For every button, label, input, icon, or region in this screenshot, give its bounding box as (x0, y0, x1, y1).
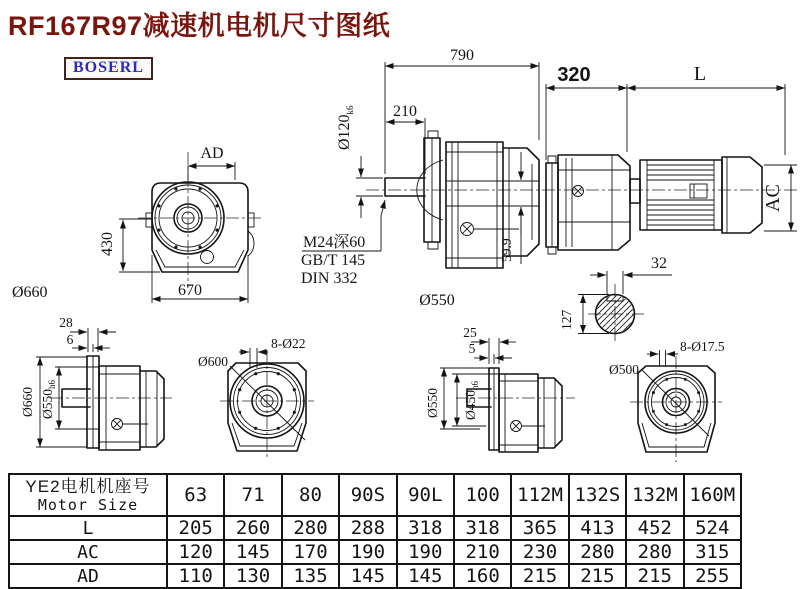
dim-8x22-label: 8-Ø22 (271, 336, 306, 351)
table-cell: 110 (167, 564, 224, 588)
dim-660-label: Ø660 (20, 387, 35, 417)
table-header-row (9, 474, 741, 516)
dim-32-label: 32 (651, 255, 667, 272)
table-cell: 280 (626, 540, 683, 564)
table-cell: 524 (684, 516, 741, 540)
table-cell: 365 (511, 516, 568, 540)
table-cell: 215 (626, 564, 683, 588)
dim-8x17-5-label: 8-Ø17.5 (680, 339, 725, 354)
dim-AC (762, 165, 797, 231)
table-row-L (9, 516, 741, 540)
table-cell: 130 (224, 564, 281, 588)
column-header: 100 (454, 474, 511, 516)
column-header: 63 (167, 474, 224, 516)
dim-25-label: 25 (463, 325, 477, 340)
table-cell: 145 (224, 540, 281, 564)
dim-450h6-label: $Ø450_{h6}$ (463, 381, 480, 420)
flange1-od-callout: Ø660 (12, 284, 48, 301)
dim-key-32 (590, 255, 672, 294)
dim-offset-label: 59.9 (499, 238, 514, 262)
table-cell: 160 (454, 564, 511, 588)
table-cell: 215 (569, 564, 626, 588)
table-cell: 230 (511, 540, 568, 564)
dim-6-label: 6 (66, 332, 74, 347)
table-cell: 190 (339, 540, 396, 564)
dim-L-label: L (693, 63, 707, 85)
b5-flange-side-view-660 (12, 284, 172, 450)
dim-550-label: Ø550 (425, 388, 440, 418)
b5-flange-front-view-600 (198, 336, 314, 460)
column-header: 90L (397, 474, 454, 516)
dim-L (627, 63, 785, 155)
table-cell: 145 (397, 564, 454, 588)
table-cell: 280 (569, 540, 626, 564)
dim-ad-label: AD (200, 145, 224, 162)
column-header: 71 (224, 474, 281, 516)
column-header: 132S (569, 474, 626, 516)
tap-hole-note (301, 200, 385, 287)
table-cell: 288 (339, 516, 396, 540)
table-cell: 170 (282, 540, 339, 564)
dim-430-label: 430 (99, 232, 116, 256)
table-cell: 280 (282, 516, 339, 540)
table-cell: 135 (282, 564, 339, 588)
dim-8x17-5 (647, 339, 725, 366)
header-cn: YE2电机机座号 (25, 476, 151, 496)
dim-5-label: 5 (468, 341, 476, 356)
dim-320 (546, 64, 627, 160)
table-cell: 120 (167, 540, 224, 564)
dim-500-label: Ø500 (609, 362, 639, 377)
output-shaft-section-view (552, 255, 672, 344)
dim-28-label: 28 (59, 315, 73, 330)
dim-670-label: 670 (178, 282, 202, 299)
dim-shaft-dia (336, 105, 383, 218)
dim-127-label: 127 (559, 309, 574, 330)
dim-670 (152, 255, 248, 303)
table-row-AD (9, 564, 741, 588)
table-cell: 315 (684, 540, 741, 564)
gearmotor-side-view (546, 63, 797, 254)
dim-5 (469, 341, 512, 364)
column-header: 112M (511, 474, 568, 516)
page-title: RF167R97减速机电机尺寸图纸 (8, 11, 391, 41)
table-cell: 145 (339, 564, 396, 588)
motor-fins (647, 165, 714, 225)
column-header: 132M (626, 474, 683, 516)
b5-flange-side-view-550 (425, 325, 575, 452)
shaft-dia-label: $Ø120_{k6}$ (336, 105, 355, 150)
dim-AC-label: AC (762, 184, 784, 212)
tap-label: M24深60 (303, 234, 366, 251)
dim-210-label: 210 (393, 103, 417, 120)
table-header-motor-size (9, 474, 167, 516)
row-label: AD (9, 564, 167, 588)
row-label: AC (9, 540, 167, 564)
dim-550h6-label: $Ø550_{h6}$ (40, 380, 57, 419)
dim-790-label: 790 (450, 47, 474, 64)
dim-600-label: Ø600 (198, 354, 228, 369)
column-header: 80 (282, 474, 339, 516)
dim-320-label: 320 (557, 64, 591, 86)
brand-logo: BOSERL (64, 57, 153, 80)
gearbox-side-view (301, 47, 539, 309)
table-cell: 210 (454, 540, 511, 564)
table-cell: 255 (684, 564, 741, 588)
row-label: L (9, 516, 167, 540)
standard-gbt-label: GB/T 145 (301, 252, 366, 269)
table-cell: 205 (167, 516, 224, 540)
table-cell: 215 (511, 564, 568, 588)
table-cell: 260 (224, 516, 281, 540)
b5-flange-front-view-500 (609, 339, 725, 462)
gearbox-front-view (99, 145, 262, 303)
column-header: 90S (339, 474, 396, 516)
table-cell: 452 (626, 516, 683, 540)
dim-450h6 (452, 374, 499, 426)
table-cell: 318 (454, 516, 511, 540)
motor-size-table (8, 473, 742, 589)
table-cell: 318 (397, 516, 454, 540)
table-cell: 413 (569, 516, 626, 540)
table-cell: 190 (397, 540, 454, 564)
dim-ad (188, 145, 235, 180)
flange-dia-550-label: Ø550 (419, 292, 455, 309)
motor-size-table-grid (8, 473, 742, 589)
header-en: Motor Size (37, 495, 139, 514)
dim-210 (386, 103, 425, 174)
standard-din-label: DIN 332 (301, 270, 358, 287)
column-header: 160M (684, 474, 741, 516)
table-row-AC (9, 540, 741, 564)
